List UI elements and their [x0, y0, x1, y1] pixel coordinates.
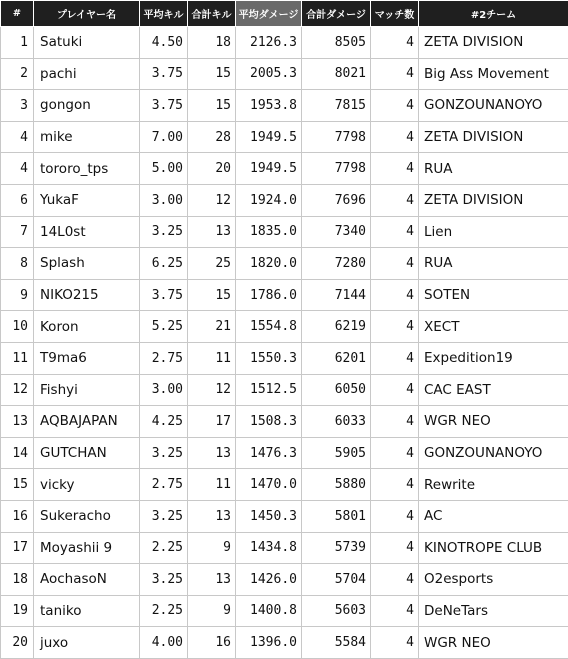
table-row: [1, 216, 568, 248]
player-name-cell: Splash: [34, 248, 140, 280]
matches-cell: 4: [371, 342, 419, 374]
table-row: [1, 374, 568, 406]
player-name-cell: Sukeracho: [34, 500, 140, 532]
player-name-cell: mike: [34, 121, 140, 153]
rank-cell: 15: [1, 469, 34, 501]
column-header-total-kill[interactable]: 合計キル: [188, 1, 236, 27]
avg-kill-cell: 3.25: [140, 564, 188, 596]
team-cell: XECT: [419, 311, 568, 343]
avg-kill-cell: 3.75: [140, 58, 188, 90]
total-damage-cell: 7144: [302, 279, 371, 311]
player-name-cell: juxo: [34, 627, 140, 659]
total-kill-cell: 18: [188, 27, 236, 59]
total-kill-cell: 9: [188, 595, 236, 627]
rank-cell: 12: [1, 374, 34, 406]
total-damage-cell: 6033: [302, 406, 371, 438]
player-name-cell: YukaF: [34, 184, 140, 216]
rank-cell: 8: [1, 248, 34, 280]
avg-damage-cell: 1949.5: [236, 153, 302, 185]
total-damage-cell: 5603: [302, 595, 371, 627]
total-kill-cell: 12: [188, 374, 236, 406]
table-row: [1, 564, 568, 596]
rank-cell: 10: [1, 311, 34, 343]
avg-kill-cell: 3.25: [140, 437, 188, 469]
player-name-cell: tororo_tps: [34, 153, 140, 185]
avg-kill-cell: 5.25: [140, 311, 188, 343]
avg-kill-cell: 3.25: [140, 500, 188, 532]
avg-kill-cell: 2.75: [140, 469, 188, 501]
total-kill-cell: 21: [188, 311, 236, 343]
table-row: [1, 532, 568, 564]
matches-cell: 4: [371, 627, 419, 659]
player-name-cell: vicky: [34, 469, 140, 501]
avg-damage-cell: 1450.3: [236, 500, 302, 532]
table-row: [1, 437, 568, 469]
avg-damage-cell: 1924.0: [236, 184, 302, 216]
total-damage-cell: 7798: [302, 153, 371, 185]
rank-cell: 4: [1, 121, 34, 153]
table-row: [1, 469, 568, 501]
table-row: [1, 595, 568, 627]
player-name-cell: Satuki: [34, 27, 140, 59]
matches-cell: 4: [371, 469, 419, 501]
total-kill-cell: 20: [188, 153, 236, 185]
matches-cell: 4: [371, 153, 419, 185]
player-name-cell: Moyashii 9: [34, 532, 140, 564]
avg-damage-cell: 1550.3: [236, 342, 302, 374]
total-kill-cell: 12: [188, 184, 236, 216]
avg-damage-cell: 1476.3: [236, 437, 302, 469]
player-name-cell: AochasoN: [34, 564, 140, 596]
table-row: [1, 342, 568, 374]
matches-cell: 4: [371, 121, 419, 153]
total-kill-cell: 15: [188, 58, 236, 90]
avg-kill-cell: 3.00: [140, 184, 188, 216]
avg-damage-cell: 2005.3: [236, 58, 302, 90]
table-row: [1, 627, 568, 659]
total-damage-cell: 6219: [302, 311, 371, 343]
avg-kill-cell: 2.25: [140, 595, 188, 627]
player-name-cell: Fishyi: [34, 374, 140, 406]
team-cell: GONZOUNANOYO: [419, 437, 568, 469]
rank-cell: 18: [1, 564, 34, 596]
team-cell: WGR NEO: [419, 406, 568, 438]
rank-cell: 16: [1, 500, 34, 532]
total-damage-cell: 7696: [302, 184, 371, 216]
matches-cell: 4: [371, 27, 419, 59]
player-name-cell: pachi: [34, 58, 140, 90]
total-damage-cell: 5739: [302, 532, 371, 564]
table-row: [1, 121, 568, 153]
team-cell: RUA: [419, 153, 568, 185]
team-cell: Expedition19: [419, 342, 568, 374]
column-header-total-damage[interactable]: 合計ダメージ: [302, 1, 371, 27]
player-name-cell: gongon: [34, 90, 140, 122]
team-cell: Big Ass Movement: [419, 58, 568, 90]
rank-cell: 20: [1, 627, 34, 659]
matches-cell: 4: [371, 90, 419, 122]
table-row: [1, 248, 568, 280]
avg-kill-cell: 4.00: [140, 627, 188, 659]
team-cell: ZETA DIVISION: [419, 121, 568, 153]
total-kill-cell: 13: [188, 216, 236, 248]
matches-cell: 4: [371, 532, 419, 564]
table-header-row: [1, 1, 568, 27]
matches-cell: 4: [371, 437, 419, 469]
rank-cell: 6: [1, 184, 34, 216]
table-row: [1, 153, 568, 185]
avg-kill-cell: 7.00: [140, 121, 188, 153]
table-row: [1, 500, 568, 532]
team-cell: GONZOUNANOYO: [419, 90, 568, 122]
matches-cell: 4: [371, 279, 419, 311]
table-row: [1, 90, 568, 122]
avg-kill-cell: 4.50: [140, 27, 188, 59]
team-cell: RUA: [419, 248, 568, 280]
matches-cell: 4: [371, 595, 419, 627]
avg-damage-cell: 1400.8: [236, 595, 302, 627]
rank-cell: 2: [1, 58, 34, 90]
team-cell: WGR NEO: [419, 627, 568, 659]
team-cell: AC: [419, 500, 568, 532]
column-header-rank[interactable]: #: [1, 1, 34, 27]
rank-cell: 4: [1, 153, 34, 185]
avg-damage-cell: 1470.0: [236, 469, 302, 501]
avg-damage-cell: 1820.0: [236, 248, 302, 280]
total-kill-cell: 28: [188, 121, 236, 153]
total-kill-cell: 11: [188, 469, 236, 501]
total-damage-cell: 5905: [302, 437, 371, 469]
total-kill-cell: 16: [188, 627, 236, 659]
player-name-cell: taniko: [34, 595, 140, 627]
total-damage-cell: 5584: [302, 627, 371, 659]
avg-kill-cell: 4.25: [140, 406, 188, 438]
matches-cell: 4: [371, 248, 419, 280]
avg-kill-cell: 3.75: [140, 90, 188, 122]
matches-cell: 4: [371, 184, 419, 216]
total-damage-cell: 7815: [302, 90, 371, 122]
avg-damage-cell: 1835.0: [236, 216, 302, 248]
avg-damage-cell: 1508.3: [236, 406, 302, 438]
matches-cell: 4: [371, 58, 419, 90]
avg-damage-cell: 2126.3: [236, 27, 302, 59]
matches-cell: 4: [371, 564, 419, 596]
total-kill-cell: 9: [188, 532, 236, 564]
matches-cell: 4: [371, 311, 419, 343]
table-row: [1, 279, 568, 311]
column-header-matches[interactable]: マッチ数: [371, 1, 419, 27]
avg-damage-cell: 1554.8: [236, 311, 302, 343]
team-cell: Lien: [419, 216, 568, 248]
column-header-team[interactable]: #2チーム: [419, 1, 568, 27]
team-cell: ZETA DIVISION: [419, 27, 568, 59]
column-header-avg-damage[interactable]: 平均ダメージ: [236, 1, 302, 27]
table-body: [1, 27, 568, 659]
total-damage-cell: 8021: [302, 58, 371, 90]
total-kill-cell: 15: [188, 90, 236, 122]
rank-cell: 11: [1, 342, 34, 374]
rank-cell: 13: [1, 406, 34, 438]
avg-kill-cell: 2.75: [140, 342, 188, 374]
total-damage-cell: 5704: [302, 564, 371, 596]
rank-cell: 3: [1, 90, 34, 122]
team-cell: KINOTROPE CLUB: [419, 532, 568, 564]
total-kill-cell: 17: [188, 406, 236, 438]
avg-damage-cell: 1396.0: [236, 627, 302, 659]
table-row: [1, 406, 568, 438]
team-cell: Rewrite: [419, 469, 568, 501]
team-cell: DeNeTars: [419, 595, 568, 627]
avg-damage-cell: 1434.8: [236, 532, 302, 564]
avg-kill-cell: 6.25: [140, 248, 188, 280]
matches-cell: 4: [371, 216, 419, 248]
avg-damage-cell: 1953.8: [236, 90, 302, 122]
avg-kill-cell: 3.75: [140, 279, 188, 311]
total-kill-cell: 15: [188, 279, 236, 311]
avg-damage-cell: 1512.5: [236, 374, 302, 406]
avg-damage-cell: 1786.0: [236, 279, 302, 311]
matches-cell: 4: [371, 374, 419, 406]
team-cell: SOTEN: [419, 279, 568, 311]
table-row: [1, 184, 568, 216]
table-row: [1, 58, 568, 90]
total-damage-cell: 8505: [302, 27, 371, 59]
rank-cell: 14: [1, 437, 34, 469]
column-header-avg-kill[interactable]: 平均キル: [140, 1, 188, 27]
total-damage-cell: 7280: [302, 248, 371, 280]
total-kill-cell: 13: [188, 437, 236, 469]
rank-cell: 7: [1, 216, 34, 248]
player-name-cell: GUTCHAN: [34, 437, 140, 469]
matches-cell: 4: [371, 500, 419, 532]
player-name-cell: 14L0st: [34, 216, 140, 248]
team-cell: O2esports: [419, 564, 568, 596]
team-cell: CAC EAST: [419, 374, 568, 406]
total-kill-cell: 25: [188, 248, 236, 280]
total-damage-cell: 6050: [302, 374, 371, 406]
total-damage-cell: 6201: [302, 342, 371, 374]
team-cell: ZETA DIVISION: [419, 184, 568, 216]
table-row: [1, 311, 568, 343]
total-kill-cell: 13: [188, 500, 236, 532]
total-damage-cell: 7340: [302, 216, 371, 248]
matches-cell: 4: [371, 406, 419, 438]
table-row: [1, 27, 568, 59]
total-kill-cell: 11: [188, 342, 236, 374]
avg-kill-cell: 3.25: [140, 216, 188, 248]
player-name-cell: T9ma6: [34, 342, 140, 374]
rank-cell: 19: [1, 595, 34, 627]
total-damage-cell: 7798: [302, 121, 371, 153]
avg-damage-cell: 1426.0: [236, 564, 302, 596]
avg-damage-cell: 1949.5: [236, 121, 302, 153]
avg-kill-cell: 3.00: [140, 374, 188, 406]
column-header-player-name[interactable]: プレイヤー名: [34, 1, 140, 27]
rank-cell: 9: [1, 279, 34, 311]
player-name-cell: Koron: [34, 311, 140, 343]
rank-cell: 1: [1, 27, 34, 59]
player-name-cell: AQBAJAPAN: [34, 406, 140, 438]
avg-kill-cell: 5.00: [140, 153, 188, 185]
total-damage-cell: 5880: [302, 469, 371, 501]
player-name-cell: NIKO215: [34, 279, 140, 311]
total-damage-cell: 5801: [302, 500, 371, 532]
rank-cell: 17: [1, 532, 34, 564]
total-kill-cell: 13: [188, 564, 236, 596]
avg-kill-cell: 2.25: [140, 532, 188, 564]
